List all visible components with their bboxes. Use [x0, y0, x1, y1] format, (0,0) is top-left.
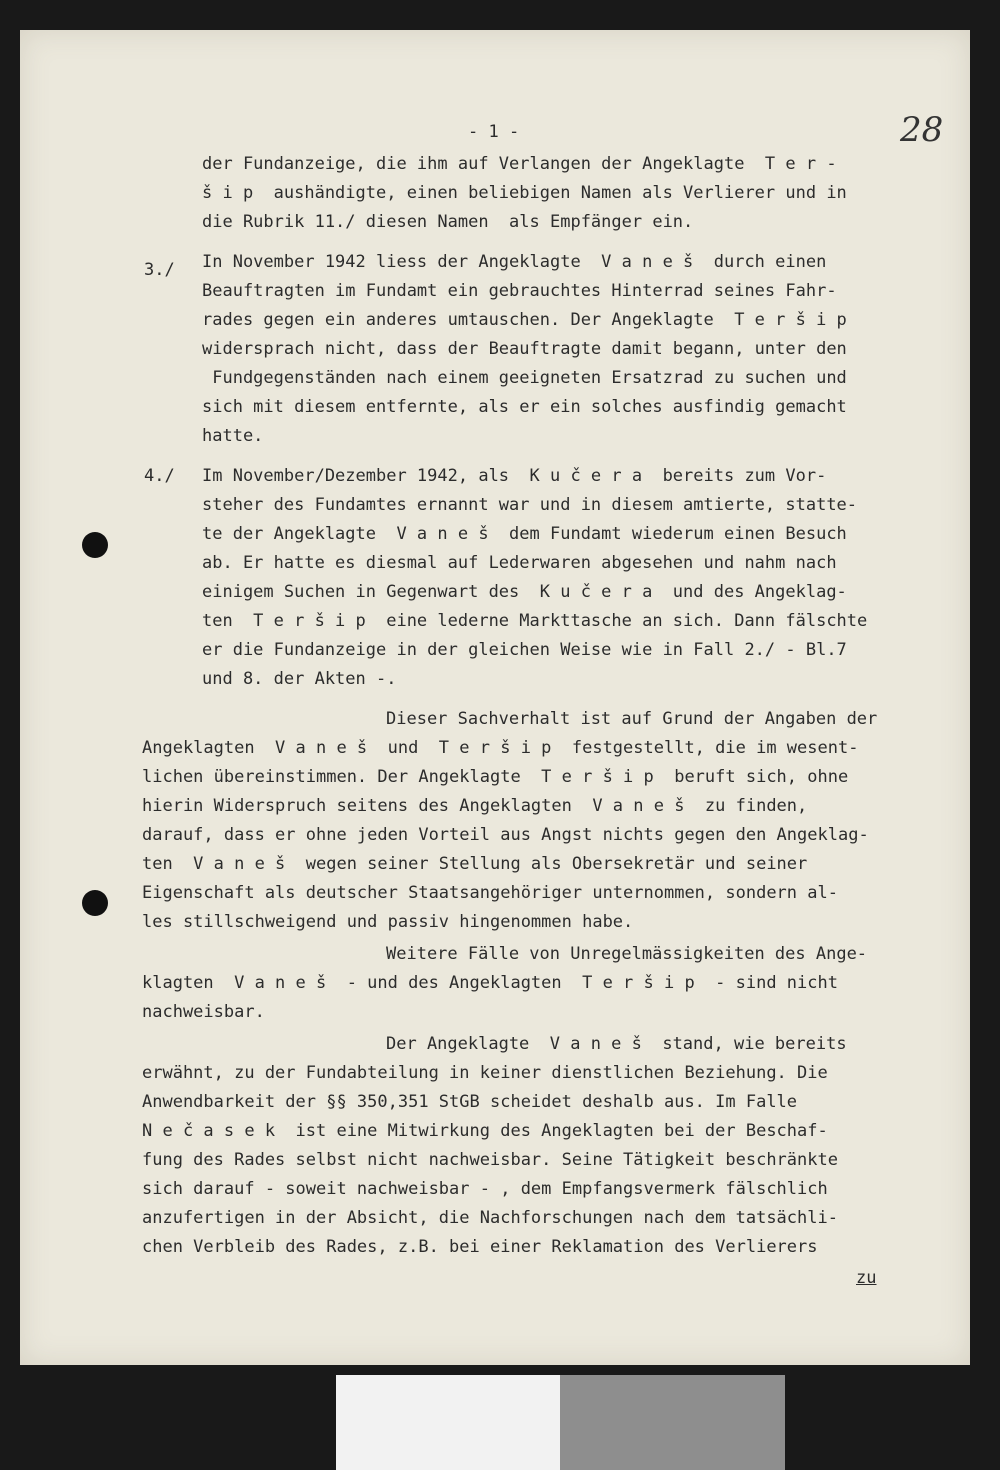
punch-hole — [82, 532, 108, 558]
text-line: Angeklagten V a n e š und T e r š i p festgestellt, die im wesent- — [142, 738, 859, 758]
text-line: hierin Widerspruch seitens des Angeklagten V a n e š zu finden, — [142, 796, 808, 816]
paragraph-number: 4./ — [144, 466, 175, 486]
color-reference-strip-gray — [560, 1375, 785, 1470]
text-line: Im November/Dezember 1942, als K u č e r a bereits zum Vor- — [202, 466, 827, 486]
text-line: nachweisbar. — [142, 1002, 265, 1022]
text-line: einigem Suchen in Gegenwart des K u č e r a und des Angeklag- — [202, 582, 847, 602]
text-line: steher des Fundamtes ernannt war und in diesem amtierte, statte- — [202, 495, 858, 515]
color-reference-strip-white — [336, 1375, 560, 1470]
text-line: ten V a n e š wegen seiner Stellung als Obersekretär und seiner — [142, 854, 808, 874]
continuation-word: zu — [856, 1268, 877, 1288]
text-line: und 8. der Akten -. — [202, 669, 397, 689]
text-line: Eigenschaft als deutscher Staatsangehöriger unternommen, sondern al- — [142, 883, 838, 903]
page-marker: - 1 - — [468, 122, 520, 142]
text-line: die Rubrik 11./ diesen Namen als Empfänger ein. — [202, 212, 694, 232]
text-line: rades gegen ein anderes umtauschen. Der Angeklagte T e r š i p — [202, 310, 847, 330]
text-line: widersprach nicht, dass der Beauftragte damit begann, unter den — [202, 339, 847, 359]
text-line: Weitere Fälle von Unregelmässigkeiten des Ange- — [386, 944, 868, 964]
text-line: Beauftragten im Fundamt ein gebrauchtes Hinterrad seines Fahr- — [202, 281, 837, 301]
text-line: Fundgegenständen nach einem geeigneten Ersatzrad zu suchen und — [202, 368, 847, 388]
page-number: 28 — [900, 110, 944, 150]
text-line: hatte. — [202, 426, 264, 446]
document-page — [20, 30, 970, 1365]
text-line: sich mit diesem entfernte, als er ein solches ausfindig gemacht — [202, 397, 847, 417]
text-line: sich darauf - soweit nachweisbar - , dem Empfangsvermerk fälschlich — [142, 1179, 828, 1199]
text-line: Der Angeklagte V a n e š stand, wie bereits — [386, 1034, 847, 1054]
text-line: klagten V a n e š - und des Angeklagten T e r š i p - sind nicht — [142, 973, 838, 993]
text-line: les stillschweigend und passiv hingenommen habe. — [142, 912, 634, 932]
text-line: Anwendbarkeit der §§ 350,351 StGB scheidet deshalb aus. Im Falle — [142, 1092, 798, 1112]
text-line: ten T e r š i p eine lederne Markttasche an sich. Dann fälschte — [202, 611, 868, 631]
text-line: ab. Er hatte es diesmal auf Lederwaren abgesehen und nahm nach — [202, 553, 837, 573]
text-line: te der Angeklagte V a n e š dem Fundamt wiederum einen Besuch — [202, 524, 847, 544]
text-line: erwähnt, zu der Fundabteilung in keiner dienstlichen Beziehung. Die — [142, 1063, 828, 1083]
text-line: darauf, dass er ohne jeden Vorteil aus Angst nichts gegen den Angeklag- — [142, 825, 869, 845]
text-line: anzufertigen in der Absicht, die Nachforschungen nach dem tatsächli- — [142, 1208, 838, 1228]
text-line: der Fundanzeige, die ihm auf Verlangen der Angeklagte T e r - — [202, 154, 837, 174]
punch-hole — [82, 890, 108, 916]
text-line: chen Verbleib des Rades, z.B. bei einer Reklamation des Verlierers — [142, 1237, 818, 1257]
text-line: š i p aushändigte, einen beliebigen Namen als Verlierer und in — [202, 183, 847, 203]
text-line: In November 1942 liess der Angeklagte V a n e š durch einen — [202, 252, 827, 272]
text-line: lichen übereinstimmen. Der Angeklagte T e r š i p beruft sich, ohne — [142, 767, 849, 787]
text-line: fung des Rades selbst nicht nachweisbar. Seine Tätigkeit beschränkte — [142, 1150, 838, 1170]
paragraph-number: 3./ — [144, 260, 175, 280]
text-line: Dieser Sachverhalt ist auf Grund der Angaben der — [386, 709, 878, 729]
text-line: er die Fundanzeige in der gleichen Weise wie in Fall 2./ - Bl.7 — [202, 640, 847, 660]
text-line: N e č a s e k ist eine Mitwirkung des Angeklagten bei der Beschaf- — [142, 1121, 828, 1141]
